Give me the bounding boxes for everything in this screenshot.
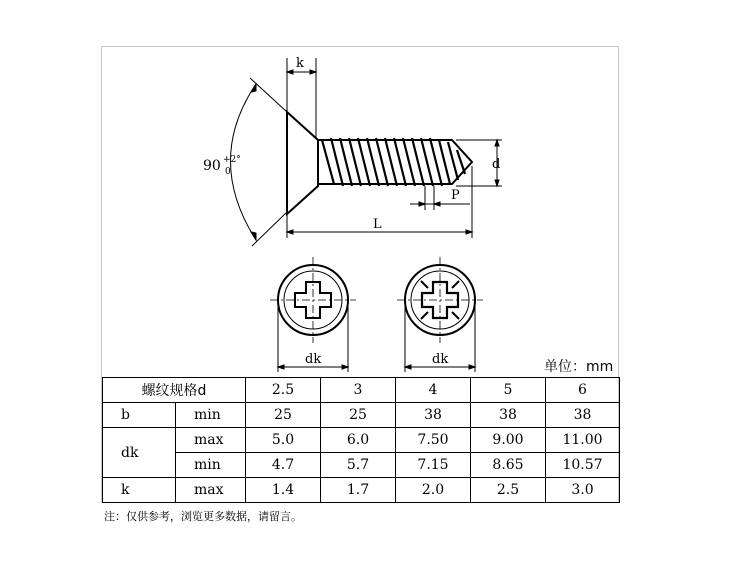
pozidriv-head-view [397, 257, 483, 343]
p-label: P [451, 188, 460, 203]
value-cell: 1.4 [246, 478, 321, 503]
limit-cell: min [176, 453, 246, 478]
value-cell: 38 [546, 403, 620, 428]
size-cell: 6 [546, 378, 620, 403]
table-header-row [103, 378, 620, 403]
value-cell: 25 [321, 403, 396, 428]
dk-right-label: dk [432, 352, 449, 367]
param-cell: b [103, 403, 176, 428]
table-row [103, 453, 620, 478]
value-cell: 5.7 [321, 453, 396, 478]
k-label: k [296, 56, 304, 71]
thread-size-header: 螺纹规格d [103, 378, 246, 403]
angle-tol-lower: 0 [225, 167, 231, 177]
size-cell: 3 [321, 378, 396, 403]
value-cell: 7.50 [396, 428, 471, 453]
value-cell: 11.00 [546, 428, 620, 453]
value-cell: 2.0 [396, 478, 471, 503]
value-cell: 10.57 [546, 453, 620, 478]
value-cell: 7.15 [396, 453, 471, 478]
angle-tol-upper: +2° [223, 155, 241, 165]
value-cell: 9.00 [471, 428, 546, 453]
phillips-head-view [270, 257, 356, 343]
value-cell: 1.7 [321, 478, 396, 503]
value-cell: 38 [396, 403, 471, 428]
limit-cell: min [176, 403, 246, 428]
table-row [103, 403, 620, 428]
dk-left-label: dk [305, 352, 322, 367]
footnote: 注：仅供参考，浏览更多数据，请留言。 [104, 510, 302, 523]
value-cell: 3.0 [546, 478, 620, 503]
limit-cell: max [176, 478, 246, 503]
value-cell: 2.5 [471, 478, 546, 503]
screw-head [287, 112, 318, 214]
size-cell: 5 [471, 378, 546, 403]
limit-cell: max [176, 428, 246, 453]
table-row [103, 428, 620, 453]
value-cell: 4.7 [246, 453, 321, 478]
param-cell: k [103, 478, 176, 503]
unit-label: 单位：mm [544, 359, 614, 375]
value-cell: 25 [246, 403, 321, 428]
size-cell: 2.5 [246, 378, 321, 403]
value-cell: 5.0 [246, 428, 321, 453]
value-cell: 38 [471, 403, 546, 428]
spec-table [102, 377, 620, 503]
size-cell: 4 [396, 378, 471, 403]
d-label: d [492, 157, 501, 172]
param-cell: dk [103, 428, 176, 478]
table-row [103, 478, 620, 503]
value-cell: 8.65 [471, 453, 546, 478]
p-dimension [410, 186, 470, 210]
angle-value: 90 [203, 158, 221, 174]
l-label: L [373, 217, 382, 232]
value-cell: 6.0 [321, 428, 396, 453]
